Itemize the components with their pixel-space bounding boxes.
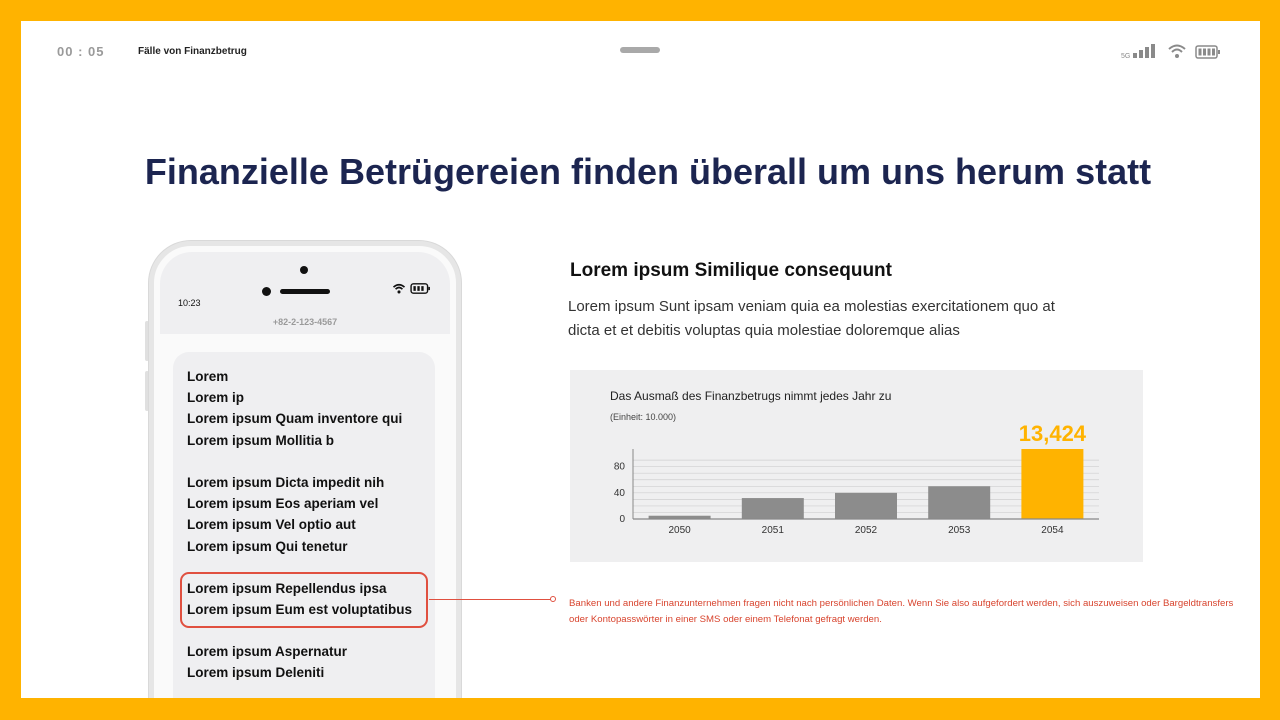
x-tick-label: 2051 <box>761 525 784 536</box>
slide <box>21 21 1260 698</box>
y-tick-label: 40 <box>613 487 625 499</box>
y-tick-label: 80 <box>613 461 625 473</box>
message-group <box>187 641 347 683</box>
phone-number: +82-2-123-4567 <box>272 317 338 327</box>
message-group <box>187 366 402 451</box>
status-icons <box>1121 43 1221 59</box>
topic-label: Fälle von Finanzbetrug <box>138 46 247 57</box>
section-body: Lorem ipsum Sunt ipsam veniam quia ea molestias exercitationem quo at dicta et et debitis voluptas quia molestiae doloremque alias <box>568 298 1055 339</box>
x-tick-label: 2053 <box>948 525 971 536</box>
callout-line <box>429 599 554 600</box>
message-line: Lorem ipsum Eum est voluptatibus <box>187 602 413 618</box>
message-line: Lorem ipsum Dicta impedit nih <box>187 475 385 490</box>
drag-handle[interactable] <box>620 47 660 53</box>
message-group-highlighted[interactable] <box>187 578 412 620</box>
callout-dot <box>550 596 556 602</box>
chart-unit: (Einheit: 10.000) <box>610 412 677 422</box>
bar <box>928 486 990 519</box>
phone-time: 10:23 <box>178 298 201 308</box>
message-line: Lorem ipsum Deleniti <box>187 665 325 681</box>
message-line: Lorem ipsum Aspernatur <box>187 644 348 659</box>
x-tick-label: 2052 <box>854 525 878 536</box>
sensor-dot <box>262 287 271 296</box>
message-group <box>187 472 384 557</box>
phone-status-icons <box>392 283 431 294</box>
timer: 00 : 05 <box>57 44 105 59</box>
battery-icon <box>410 283 431 294</box>
battery-icon <box>1195 45 1221 59</box>
phone-header <box>160 252 450 334</box>
message-line: Lorem ipsum Mollitia b <box>187 432 335 448</box>
message-bubble <box>173 352 435 698</box>
warning-note: Banken und andere Finanzunternehmen fragen nicht nach persönlichen Daten. Wenn Sie also aufgefordert werden, sich auszuweisen oder Bargeldtransfers oder Kontopasswörter in einer SMS oder einem Telefonat gefragt werden. <box>569 598 1234 625</box>
bar <box>835 493 897 519</box>
y-tick-label: 0 <box>619 514 625 525</box>
svg-text:5G: 5G <box>1121 53 1131 59</box>
bar-chart <box>570 370 1143 562</box>
x-tick-label: 2054 <box>1041 525 1064 536</box>
page-title: Finanzielle Betrügereien finden überall um uns herum statt <box>144 151 1152 192</box>
message-line: Lorem ipsum Repellendus ipsa <box>187 581 387 596</box>
message-line: Lorem ipsum Eos aperiam vel <box>187 496 379 512</box>
data-label: 13,424 <box>1018 421 1087 446</box>
section-title: Lorem ipsum Similique consequunt <box>570 260 892 281</box>
message-line: Lorem ip <box>187 390 245 406</box>
message-line: Lorem ipsum Vel optio aut <box>187 517 356 533</box>
bar <box>1021 449 1083 519</box>
message-line: Lorem ipsum Quam inventore qui <box>187 411 403 427</box>
wifi-icon <box>1167 43 1187 59</box>
signal-5g-icon <box>1121 43 1159 59</box>
message-line: Lorem <box>187 369 229 384</box>
message-line: Lorem ipsum Qui tenetur <box>187 538 348 554</box>
wifi-icon <box>392 283 406 294</box>
camera-icon <box>300 266 308 274</box>
chart-panel <box>570 370 1143 562</box>
bar <box>742 498 804 519</box>
x-tick-label: 2050 <box>668 525 691 536</box>
chart-title: Das Ausmaß des Finanzbetrugs nimmt jedes Jahr zu <box>610 389 892 403</box>
phone-mockup <box>149 241 461 698</box>
speaker-icon <box>280 289 330 294</box>
